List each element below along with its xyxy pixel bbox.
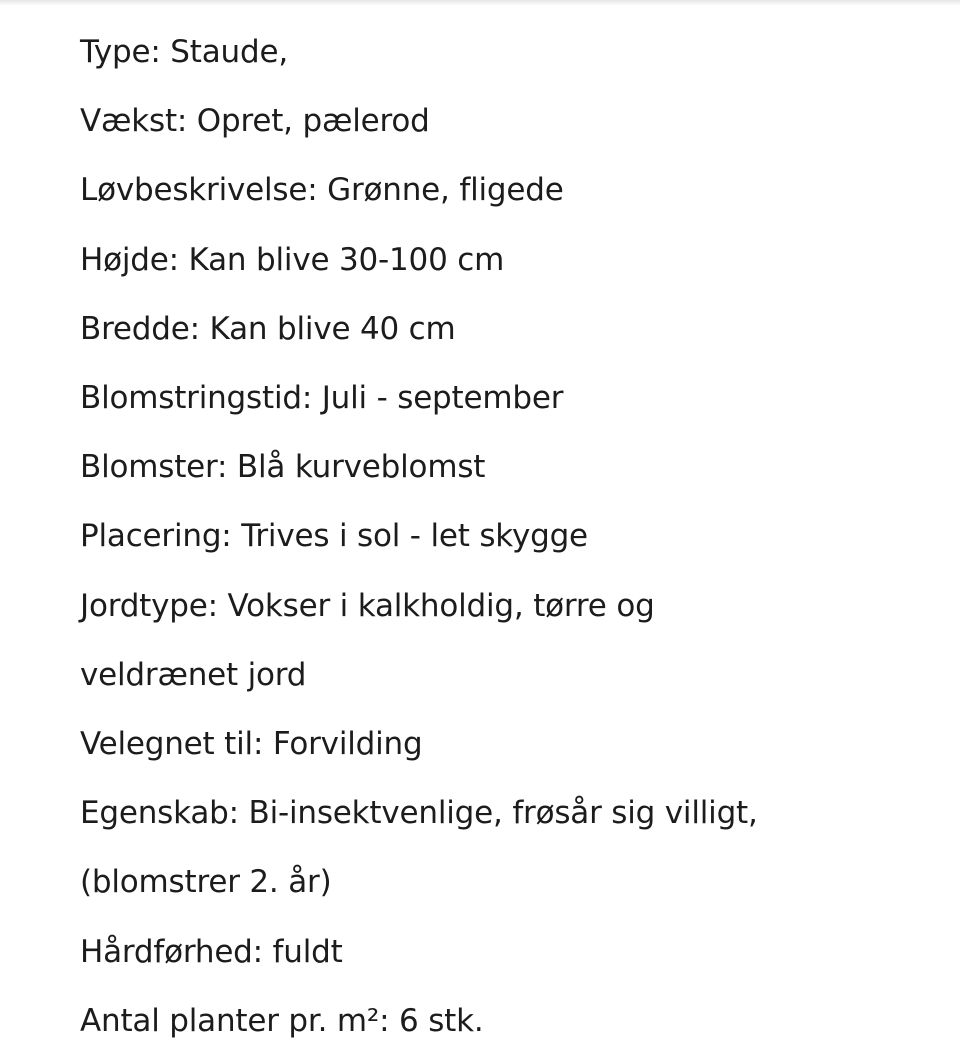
spec-width: Bredde: Kan blive 40 cm <box>80 310 456 347</box>
spec-placement: Placering: Trives i sol - let skygge <box>80 518 588 555</box>
spec-soil-type: Jordtype: Vokser i kalkholdig, tørre og <box>80 587 655 624</box>
spec-flowers: Blomster: Blå kurveblomst <box>80 449 486 486</box>
spec-suitable-for: Velegnet til: Forvilding <box>80 726 423 763</box>
spec-foliage: Løvbeskrivelse: Grønne, fligede <box>80 172 564 209</box>
spec-height: Højde: Kan blive 30-100 cm <box>80 241 505 278</box>
spec-growth: Vækst: Opret, pælerod <box>80 103 430 140</box>
spec-properties: Egenskab: Bi-insektvenlige, frøsår sig villigt, <box>80 795 758 832</box>
spec-soil-type-continued: veldrænet jord <box>80 656 307 693</box>
header-shadow <box>0 0 960 6</box>
spec-type: Type: Staude, <box>80 34 288 70</box>
spec-plants-per-m2: Antal planter pr. m²: 6 stk. <box>80 1002 484 1039</box>
spec-properties-continued: (blomstrer 2. år) <box>80 864 332 901</box>
spec-flowering-time: Blomstringstid: Juli - september <box>80 380 564 417</box>
product-spec-list <box>80 18 940 1056</box>
spec-hardiness: Hårdførhed: fuldt <box>80 933 343 970</box>
